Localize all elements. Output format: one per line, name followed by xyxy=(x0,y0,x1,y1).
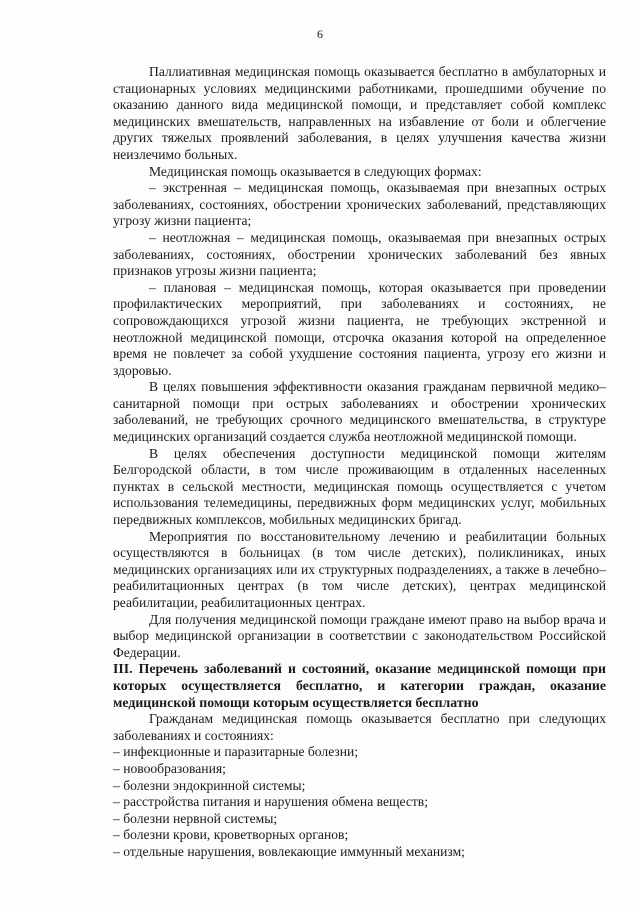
paragraph-list-intro: Гражданам медицинская помощь оказывается бесплатно при следующих заболеваниях и состояниях: xyxy=(113,711,606,743)
list-item: – инфекционные и паразитарные болезни; xyxy=(113,744,359,760)
list-item: – расстройства питания и нарушения обмена веществ; xyxy=(113,794,429,810)
list-item: – болезни нервной системы; xyxy=(113,810,278,826)
paragraph-rehabilitation: Мероприятия по восстановительному лечению и реабилитации больных осуществляются в больницах (в том числе детских), поликлиниках, иных медицинских организациях или их структурных подразделениях, а также в лечебно–реабилитационных центрах (в том числе детских), центрах медицинской реабилитации, реабилитационных центрах. xyxy=(113,528,606,610)
list-item: – болезни эндокринной системы; xyxy=(113,777,306,793)
paragraph-form-urgent: – неотложная – медицинская помощь, оказываемая при внезапных острых заболеваниях, состояниях, обострении хронических заболеваний без явных признаков угрозы жизни пациента; xyxy=(113,229,606,279)
document-body xyxy=(113,64,606,861)
paragraph-forms-intro: Медицинская помощь оказывается в следующих формах: xyxy=(149,163,482,179)
paragraph-accessibility: В целях обеспечения доступности медицинской помощи жителям Белгородской области, в том числе проживающим в отдаленных населенных пунктах в сельской местности, медицинская помощь осуществляется с учетом использования телемедицины, передвижных форм медицинских услуг, мобильных передвижных комплексов, мобильных медицинских бригад. xyxy=(113,445,606,528)
paragraph-palliative: Паллиативная медицинская помощь оказывается бесплатно в амбулаторных и стационарных условиях медицинскими работниками, прошедшими обучение по оказанию данного вида медицинской помощи, и представляет собой комплекс медицинских вмешательств, направленных на избавление от боли и облегчение других тяжелых проявлений заболевания, в целях улучшения качества жизни неизлечимо больных. xyxy=(113,64,606,162)
page-number: 6 xyxy=(317,27,323,41)
paragraph-urgent-service: В целях повышения эффективности оказания гражданам первичной медико–санитарной помощи при острых заболеваниях и обострении хронических заболеваний, не требующих срочного медицинского вмешательства, в структуре медицинских организаций создается служба неотложной медицинской помощи. xyxy=(113,379,606,445)
list-item: – отдельные нарушения, вовлекающие иммунный механизм; xyxy=(113,843,465,859)
paragraph-form-planned: – плановая – медицинская помощь, которая оказывается при проведении профилактических мероприятий, при заболеваниях и состояниях, не сопровождающихся угрозой жизни пациента, не требующих экстренной и неотложной медицинской помощи, отсрочка оказания которой на определенное время не повлечет за собой ухудшение состояния пациента, угрозу его жизни и здоровью. xyxy=(113,279,606,378)
paragraph-choice: Для получения медицинской помощи граждане имеют право на выбор врача и выбор медицинской организации в соответствии с законодательством Российской Федерации. xyxy=(113,611,606,660)
list-item: – новообразования; xyxy=(113,760,226,776)
section-heading: III. Перечень заболеваний и состояний, оказание медицинской помощи при которых осуществляется бесплатно, и категории граждан, оказание медицинской помощи которым осуществляется бесплатно xyxy=(113,661,606,710)
paragraph-form-emergency: – экстренная – медицинская помощь, оказываемая при внезапных острых заболеваниях, состояниях, обострении хронических заболеваний, представляющих угрозу жизни пациента; xyxy=(113,180,606,229)
list-item: – болезни крови, кроветворных органов; xyxy=(113,827,349,843)
